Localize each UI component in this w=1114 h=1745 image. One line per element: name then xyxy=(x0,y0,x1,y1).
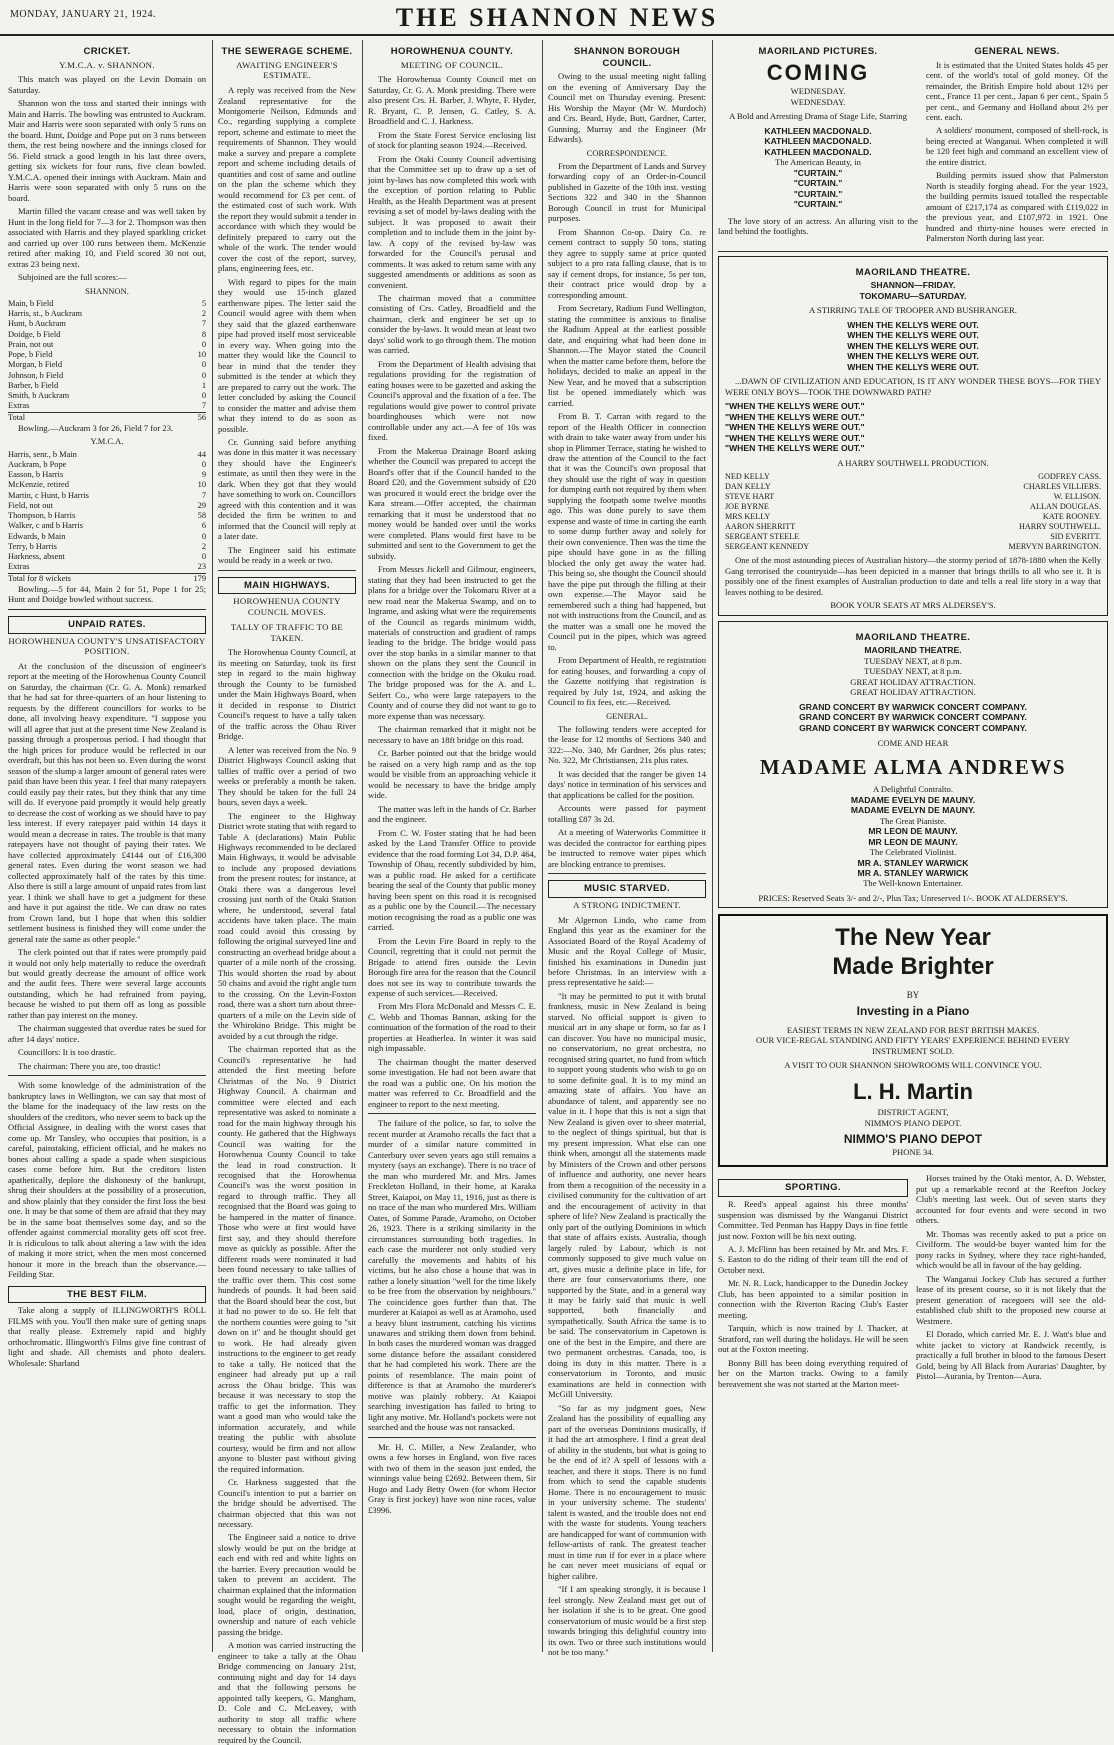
piano-phone: PHONE 34. xyxy=(892,1146,934,1157)
cast-row xyxy=(725,502,1101,512)
row-label: Barber, b Field xyxy=(8,380,59,390)
row-label: Edwards, b Main xyxy=(8,531,66,541)
sporting-heading: SPORTING. xyxy=(718,1179,908,1197)
cast-row xyxy=(725,492,1101,502)
score-row xyxy=(8,532,206,542)
southwell-production: A HARRY SOUTHWELL PRODUCTION. xyxy=(837,457,989,468)
sporting-paragraph: Mr. Thomas was recently asked to put a price on Civilform. The would-be buyer wanted him for the pony racks in Sydney, where they race right-handed, which would be all in favour of the bay gelding. xyxy=(916,1228,1106,1271)
unpaid-rates-paragraph: The chairman suggested that overdue rates be sued for after 14 days' notice. xyxy=(8,1023,206,1044)
ymca-scorecard xyxy=(8,450,206,584)
cricket-paragraph: Martin filled the vacant crease and was well taken by Hunt in the long field for 7—3 for 2. Thompson was then associated with Harris and they played sparkling cricket and carried up over 100 runs between them. McKenzie retired after making 10, and Field scored 30 not out, extras 23 being next. xyxy=(8,206,206,269)
row-value: 5 xyxy=(201,298,206,308)
performer-name: MR LEON DE MAUNY. xyxy=(868,826,958,837)
pictures-heading: MAORILAND PICTURES. xyxy=(758,46,878,57)
curtain-title: "CURTAIN." xyxy=(793,178,843,189)
county-paragraph: The Horowhenua County Council met on Saturday, Cr. G. A. Monk presiding. There were also present Crs. H. Barber, J. Whyte, F. Hyder, R. Bryant, C. P. Jensen, G. Catley, S. A. Broadfield and C. J. Harkness. xyxy=(368,74,536,127)
row-value: 44 xyxy=(197,449,206,459)
ymca-bowling: Bowling.—5 for 44, Main 2 for 51, Pope 1 for 25; Hunt and Doidge bowled without success. xyxy=(8,583,206,605)
curtain-title: "CURTAIN." xyxy=(793,199,843,210)
score-row xyxy=(8,319,206,329)
score-row xyxy=(8,470,206,480)
county-paragraph: From the State Forest Service enclosing list of stock for planting season 1924.—Received. xyxy=(368,129,536,151)
score-row xyxy=(8,381,206,391)
character-name: STEVE HART xyxy=(725,492,775,502)
total-value: 179 xyxy=(179,573,206,584)
music-starved-heading: MUSIC STARVED. xyxy=(548,880,706,898)
score-row xyxy=(8,401,206,412)
highways-subheading: HOROWHENUA COUNTY COUNCIL MOVES. xyxy=(233,596,341,618)
book-seats: BOOK YOUR SEATS AT MRS ALDERSEY'S. xyxy=(830,600,996,611)
score-row xyxy=(8,340,206,350)
borough-council-heading: SHANNON BOROUGH COUNCIL. xyxy=(573,46,681,69)
madame-alma-andrews: MADAME ALMA ANDREWS xyxy=(759,754,1067,779)
column-3 xyxy=(368,40,536,1654)
divider xyxy=(548,873,706,874)
highways-heading: MAIN HIGHWAYS. xyxy=(218,577,356,595)
row-label: Harris, senr., b Main xyxy=(8,449,77,459)
score-row xyxy=(8,511,206,521)
come-and-hear: COME AND HEAR xyxy=(877,738,949,749)
divider xyxy=(8,1075,206,1076)
sporting-paragraph: Bonny Bill has been doing everything required of her on the Marton tracks. Owing to a family bereavement she was not started at the Marton meet- xyxy=(718,1357,908,1389)
newspaper-title: THE SHANNON NEWS xyxy=(395,3,719,32)
divider xyxy=(8,609,206,610)
score-row xyxy=(8,501,206,511)
general-news-paragraph: A soldiers' monument, composed of shell-rock, is being erected at Wanganui. When completed it will be 120 feet high and command an excellent view of the entire district. xyxy=(926,125,1108,167)
row-value: 7 xyxy=(201,401,206,411)
character-name: MRS KELLY xyxy=(725,512,771,522)
love-story-text: The love story of an actress. An alluring visit to the land behind the footlights. xyxy=(718,215,918,237)
cast-row xyxy=(725,532,1101,542)
kellys-title: WHEN THE KELLYS WERE OUT. xyxy=(847,351,979,362)
highways-paragraph: The Engineer said a notice to drive slowly would be put on the bridge at each end with red and white lights on the barrier. Every precaution would be taken to prevent an accident. The chairman explained that the information sought would be regarding the weight, load, place of origin, destination, ownership and nature of each vehicle passing the bridge. xyxy=(218,1532,356,1637)
divider xyxy=(718,251,1108,252)
concert-line: GRAND CONCERT BY WARWICK CONCERT COMPANY. xyxy=(799,701,1027,712)
column-1 xyxy=(8,40,206,1654)
wednesday-line: WEDNESDAY. xyxy=(790,86,846,97)
character-name: SERGEANT KENNEDY xyxy=(725,542,810,552)
music-paragraph: "So far as my judgment goes, New Zealand has the possibility of equalling any part of the overseas Dominions musically, if it had the art atmosphere. I find a great deal of ability in the students, but what is going to be the end of it? A spell of lessons with a teacher, and there it stops. There is no fund from which to send the capable students Home. There is no encouragement to music in your university scheme. The students' talent is wasted, and the trouble does not end with the waste for students. Young teachers are handicapped for want of communion with fellow-artists of rank. The greatest teacher must in time run if for ever in a place where he can never meet musicians of equal or higher calibre. xyxy=(548,1402,706,1581)
county-subheading: MEETING OF COUNCIL. xyxy=(400,59,504,70)
county-paragraph: From the Otaki County Council advertising that the Committee set up to draw up a set of joint by-laws has now completed this work with the exception of portion relating to Public Health, as the Health Department was at present revising a set of model by-laws dealing with the subject. It was proposed to await their completion and to include them in the joint by-law. A copy of the revised by-law was forwarded for the Council's perusal and comments. It was asked to return same with any suggested amendments or additions as soon as convenient. xyxy=(368,153,536,290)
row-label: Pope, b Field xyxy=(8,350,53,360)
sewerage-heading: THE SEWERAGE SCHEME. xyxy=(221,46,353,57)
actor-name: ALLAN DOUGLAS. xyxy=(1030,502,1101,512)
row-label: Extras xyxy=(8,562,30,572)
score-row xyxy=(8,542,206,552)
cricket-paragraph: This match was played on the Levin Domain on Saturday. xyxy=(8,74,206,95)
character-name: JOE BYRNE xyxy=(725,502,769,512)
drama-line: A Bold and Arresting Drama of Stage Life, Starring xyxy=(729,111,907,122)
column-rule xyxy=(542,40,543,1652)
borough-paragraph: From Secretary, Radium Fund Wellington, stating the committee is anxious to finalise the Radium Appeal at the earliest possible date, and enquiring what had been done in Shannon.—The Mayor stated the Council when the matter came before them, before the holidays, decided to make an appeal in the New Year, and he moved that a subscription list be opened immediately which was carried. xyxy=(548,303,706,408)
cricket-paragraph: Shannon won the toss and started their innings with Main and Harris. The bowling was entrusted to Auckram. Mair and Harris were soon separated with only 5 runs on the board. Hunt, Doidge and Pope put on 3 runs between them, the rest being nowhere and the innings closed for 56. Field struck a good length in his last three overs, getting six wickets for four runs, five clean bowled. Y.M.C.A. opened their innings with Auckram. Main and Harris were soon separated with only 5 runs on the board. xyxy=(8,98,206,203)
divider xyxy=(368,1113,536,1114)
shannon-bowling: Bowling.—Auckram 3 for 26, Field 7 for 23. xyxy=(18,422,174,433)
music-paragraph: "If I am speaking strongly, it is because I feel strongly. New Zealand must get out of her isolation if she is to be great. One good conservatorium of music would be a first step towards bringing this delightful country into its own. Two or three such institutions would not be too many." xyxy=(548,1584,706,1657)
kellys-title: WHEN THE KELLYS WERE OUT. xyxy=(847,340,979,351)
highways-paragraph: A letter was received from the No. 9 District Highways Council asking that tallies of traffic over a period of two weeks or preferably a month be taken. They should be taken for the full 24 hours, seven days a week. xyxy=(218,744,356,808)
sporting-paragraph: R. Reed's appeal against his three months' suspension was dismissed by the Wanganui District Committee. Ted Penman has Happy Days in fine fettle just now. Foxton will be his next outing. xyxy=(718,1199,908,1241)
county-paragraph: The chairman moved that a committee consisting of Crs. Catley, Broadfield and the chairman, clerk and engineer be set up to consider the by-laws. It would mean at least two days' solid work to go through them. The motion was carried. xyxy=(368,292,536,356)
general-heading: GENERAL. xyxy=(606,710,648,721)
row-value: 0 xyxy=(201,339,206,349)
star-name: KATHLEEN MACDONALD. xyxy=(764,136,872,147)
actor-name: KATE ROONEY. xyxy=(1042,512,1101,522)
scores-note: Subjoined are the full scores:— xyxy=(18,272,127,283)
piano-title: The New Year xyxy=(835,924,991,952)
column-rule xyxy=(212,40,213,1652)
total-label: Total for 8 wickets xyxy=(8,573,179,584)
row-value: 7 xyxy=(201,319,206,329)
highways-paragraph: The chairman reported that as the Council's representative he had attended the first meeting before Christmas of the No. 9 District Highway Council. A chairman and committee were elected and each representative was asked to nominate a road for the main highway through his county. He gathered that the Highways Council was waiting for the Horowhenua County Council to take the lead in road construction. It recognised that the Horowhenua Council's was the worst position in regard to through traffic. They all recognised that the Board was going to be hampered in the matter of finance. Those who were at first would have first say, and they should therefore move as quickly as possible. After the different roads were nominated it had been found necessary to take tallies of the traffic over them. This cost some hundreds of pounds. It had been said that the Board should bear the cost, but it had no power to do so. He felt that the northern counties were going to "sit down on it" and he thought should get to work. He had already given instructions to the engineer to get ready to take a tally. He noticed that the engineer had already put up a rail across the Ohau bridge. This was because it was necessary to stop the traffic to get the information. They want a good man who would take the information accurately, and while treating the public with absolute courtesy, would be firm and not allow anyone to bluster past without giving the required information. xyxy=(218,1044,356,1474)
actor-name: HARRY SOUTHWELL. xyxy=(1018,522,1101,532)
score-row xyxy=(8,480,206,490)
cricket-heading: CRICKET. xyxy=(83,46,131,57)
piano-terms: EASIEST TERMS IN NEW ZEALAND FOR BEST BRITISH MAKES. xyxy=(786,1024,1040,1035)
piano-title: Made Brighter xyxy=(832,953,994,981)
total-row xyxy=(8,573,206,584)
county-paragraph: From the Makerua Drainage Board asking whether the Council was prepared to accept the Board's offer that if the Council handed to the Board £20, and the Government subsidy of £20 was procured it would erect the bridge over the Kara stream.—Offer accepted, the chairman remarking that it must be understood that no money would be handed over until the works were completed. Plans would first have to be submitted and sent to the Government to get the subsidy. xyxy=(368,445,536,561)
county-paragraph: From the Levin Fire Board in reply to the Council, regretting that it could not permit the Brigade to attend fires outside the Levin Borough fire area for the reason that the Council does not see its way to contribute towards the expense of such services.—Received. xyxy=(368,935,536,998)
total-value: 56 xyxy=(186,412,206,423)
top-row xyxy=(718,40,1108,247)
borough-paragraph: Accounts were passed for payment totalling £87 3s 2d. xyxy=(548,803,706,824)
column-2 xyxy=(218,40,356,1745)
column-rule xyxy=(712,40,713,1652)
row-label: Terry, b Harris xyxy=(8,541,57,551)
police-paragraph: The failure of the police, so far, to solve the recent murder at Aramoho recalls the fact that a murder of a similar nature committed in Canterbury over seven years ago still remains a mystery (says an exchange). There is no trace of the man who murdered Mr. and Mrs. James Freckleton Holland, in their home, at Karaka Street, Kaiapoi, on May 11, 1916, just as there is no trace of the man who murdered Mrs. William Oates, of Somme Parade, Aramoho, on October 26, 1923. There is a striking similarity in the circumstances surrounding both tragedies. In each case the murderer not only studied very carefully the movements and habits of his victims, but he also chose a house that was in rather a lonely situation "well for the time likely to be free from the observation by neighbours." The coincidence goes further than that. The murderer at Kaiapoi as well as at Aramoho, used a heavy blunt instrument, catching his victims unawares and striking them down from behind. In both cases the murdered woman was dragged some distance before the assailant considered that he had completed his work. There are the points of resemblance. The main point of difference is that at Aramoho the murderer's motive was plainly robbery. At Kaiapoi searching investigation has failed to bring to light any motive. Mr. Holland's pockets were not searched and the house was not ransacked. xyxy=(368,1118,536,1433)
character-name: SERGEANT STEELE xyxy=(725,532,800,542)
masthead xyxy=(0,0,1114,36)
ymca-scores-heading: Y.M.C.A. xyxy=(90,436,124,447)
bankruptcy-paragraph: With some knowledge of the administration of the bankruptcy laws in Wellington, we can say that most of the blame for the inadequacy of the law rests on the shoulders of the creditors, who never seem to back up the Official Assignee, in dealing with the worst cases that come up. Mr Tansley, who occupies that position, is a careful, painstaking, efficient official, and he makes no bones about calling a spade a spade when suspicious cases come before him. But the creditors listen apathetically, deplore the dishonesty of the bankrupt, shrug their shoulders at the possibility of a prosecution, and show plainly that they consider the first loss the best one. It may be that some of them are afraid that they may be in the same boat themselves some day, and so the offender against commercial morality gets off scot free. It is ridiculous to talk about altering a law with the idea of making it more strict, when the men most concerned honour it more in the breach than the observance.—Feilding Star. xyxy=(8,1080,206,1280)
theatre-heading: MAORILAND THEATRE. xyxy=(855,631,971,643)
kellys-ad xyxy=(718,256,1108,616)
sporting-section xyxy=(718,1173,1108,1392)
row-label: Field, not out xyxy=(8,500,53,510)
performer-name: MR LEON DE MAUNY. xyxy=(868,836,958,847)
sewerage-paragraph: Cr. Gunning said before anything was done in this matter it was necessary they should have the Engineer's estimate, as until then they were in the dark. When they got that they would have something to work on. Councillors agreed with this contention and it was decided the firm be written to and informed that the Council will reply at a later date. xyxy=(218,437,356,542)
piano-agent: DISTRICT AGENT, NIMMO'S PIANO DEPOT. xyxy=(864,1107,962,1128)
unpaid-rates-paragraph: The chairman: There you are, too drastic! xyxy=(18,1060,161,1071)
unpaid-rates-paragraph: At the conclusion of the discussion of engineer's report at the meeting of the Horowhenua County Council on Saturday, the chairman (Cr. G. A. Monk) remarked that he had sat for three-quarters of an hour listening to requests by the different councillors for works to be done, all involving heavy expenditure. "I suppose you will all agree that just at the present time New Zealand is passing through a prosperous period. I had thought that the high prices for produce would be reflected in our overdraft, but this has not been so. Even during the worst season of the slump a larger amount of general rates were paid than have been this year. I feel that many ratepayers could easily pay their rates, but they think that any time will do. If everyone paid promptly it would help greatly to decrease the cost of working as we should have to pay less interest. If every ratepayer paid within 14 days it would mean a decrease in rates. The trouble is that many ratepayers have not thought of paying their rates. We have collected approximately £4144 out of £16,300 general rates. Even during the worst season we had collected approximately half of the rates by this time. Also there is still a large amount of unpaid rates from last year. I think we shall have to get a judgment for these and have it put against the title. We can draw no rates from Crown land, but I hope that when this soldier settlement business is finished they will come under the general rate the same as other people." xyxy=(8,660,206,944)
concert-line: GRAND CONCERT BY WARWICK CONCERT COMPANY. xyxy=(799,722,1027,733)
sporting-paragraph: Tarquin, which is now trained by J. Thacker, at Stratford, ran well during the holidays. He will be seen out at the Foxton meeting. xyxy=(718,1323,908,1355)
kellys-quoted: "WHEN THE KELLYS WERE OUT." xyxy=(725,443,865,454)
piano-depot: NIMMO'S PIANO DEPOT xyxy=(843,1132,983,1147)
cast-row xyxy=(725,522,1101,532)
character-name: AARON SHERRITT xyxy=(725,522,796,532)
row-label: Martin, c Hunt, b Harris xyxy=(8,490,89,500)
kellys-quoted: "WHEN THE KELLYS WERE OUT." xyxy=(725,432,865,443)
character-name: DAN KELLY xyxy=(725,482,771,492)
unpaid-rates-heading: UNPAID RATES. xyxy=(8,616,206,634)
sporting-paragraph: Horses trained by the Otaki mentor, A. D. Webster, put up a remarkable record at the Reefton Jockey Club's meeting last week. Out of seven starts they accounted for four events and were second in two others. xyxy=(916,1173,1106,1226)
score-row xyxy=(8,309,206,319)
divider xyxy=(368,1437,536,1438)
borough-paragraph: Owing to the usual meeting night falling on the evening of Anniversary Day the Council met on Thursday evening. Present: His Worship the Mayor (Mr W. Murdoch) and Crs. Beard, Hyde, Butt, Gardner, Carter, Gunning, Murray and the Engineer (Mr Edwards). xyxy=(548,71,706,145)
stirring-tale: A STIRRING TALE OF TROOPER AND BUSHRANGER. xyxy=(809,305,1017,316)
best-film-heading: THE BEST FILM. xyxy=(8,1286,206,1304)
unpaid-rates-paragraph: Councillors: It is too drastic. xyxy=(18,1047,117,1058)
score-row xyxy=(8,330,206,340)
sporting-paragraph: A. J. McFlinn has been retained by Mr. and Mrs. F. S. Easton to do the riding of their team till the end of October next. xyxy=(718,1243,908,1275)
theatre-subheading: MAORILAND THEATRE. xyxy=(864,645,962,656)
column-rule xyxy=(362,40,363,1652)
row-label: Johnson, b Field xyxy=(8,370,64,380)
shannon-scorecard xyxy=(8,299,206,423)
maoriland-pictures-ad xyxy=(718,40,918,247)
cast-row xyxy=(725,542,1101,552)
cast-note: One of the most astounding pieces of Australian history—the stormy period of 1878-1880 when the Kelly Gang terrorised the countryside—has been depicted in a manner that brings thrills to all who see it. It is possibly one of the finest examples of Australian production to date and tells a real life story in a way that leaves nothing to be desired. xyxy=(725,555,1101,597)
score-row xyxy=(8,350,206,360)
music-paragraph: Mr Algernon Lindo, who came from England this year as the examiner for the Associated Board of the Royal Academy of Music and the Royal College of Music, finished his examinations in Dunedin just before Christmas. In an interview with a press representative he said:— xyxy=(548,914,706,988)
row-label: Morgan, b Field xyxy=(8,360,63,370)
row-value: 9 xyxy=(201,470,206,480)
borough-paragraph: At a meeting of Waterworks Committee it was decided the contractor for earthing pipes be instructed to remove water pipes which are blocking entrance to premises. xyxy=(548,827,706,869)
score-row xyxy=(8,552,206,562)
cricket-subheading: Y.M.C.A. v. SHANNON. xyxy=(59,59,155,70)
row-label: Main, b Field xyxy=(8,298,54,308)
row-value: 0 xyxy=(201,360,206,370)
county-paragraph: From the Department of Health advising that regulations providing for the registration of eating houses were to be gazetted and asking the Council's approval and the fixation of a fee. The regulations would give power to control private boardinghouses which were not now controllable under any act.—A fee of 10s was fixed. xyxy=(368,358,536,443)
kellys-quoted: "WHEN THE KELLYS WERE OUT." xyxy=(725,422,865,433)
kellys-quoted: "WHEN THE KELLYS WERE OUT." xyxy=(725,411,865,422)
score-row xyxy=(8,299,206,309)
tuesday-line: TUESDAY NEXT, at 8 p.m. xyxy=(864,666,962,677)
row-label: Prain, not out xyxy=(8,339,54,349)
curtain-title: "CURTAIN." xyxy=(793,167,843,178)
borough-paragraph: It was decided that the ranger be given 14 days' notice in termination of his services and that applications be called for the position. xyxy=(548,768,706,800)
piano-investing: Investing in a Piano xyxy=(856,1004,970,1018)
score-row xyxy=(8,521,206,531)
row-value: 2 xyxy=(201,541,206,551)
county-paragraph: The matter was left in the hands of Cr. Barber and the engineer. xyxy=(368,803,536,825)
sewerage-subheading: AWAITING ENGINEER'S ESTIMATE. xyxy=(236,59,338,81)
piano-visit: A VISIT TO OUR SHANNON SHOWROOMS WILL CONVINCE YOU. xyxy=(784,1060,1042,1071)
row-label: McKenzie, retired xyxy=(8,480,69,490)
unpaid-rates-paragraph: The clerk pointed out that if rates were promptly paid it would not only help materially to reduce the overdraft but would greatly decrease the amount of office work and the audit fees. There were several large accounts outstanding, which he had refrained from paying, because he wished to put them off as long as possible rather than pay interest on the money. xyxy=(8,947,206,1020)
performer-role: The Great Pianiste. xyxy=(879,815,947,826)
county-heading: HOROWHENUA COUNTY. xyxy=(390,46,514,57)
music-starved-subheading: A STRONG INDICTMENT. xyxy=(573,899,681,910)
sewerage-paragraph: With regard to pipes for the main they would use 15-inch glazed earthenware pipes. The letter said the Council would agree with them when they said that the glazed earthenware pipe had proved itself most serviceable in every way. When going into the matter they would like the Council to bear in mind that the tender they submitted is the tender at which they are prepared to carry out the work. The letter concluded by asking the Council to consider the matter and advise them what they intend to do as soon as possible. xyxy=(218,276,356,434)
row-value: 58 xyxy=(197,511,206,521)
cast-row xyxy=(725,512,1101,522)
concert-ad xyxy=(718,621,1108,909)
highways-paragraph: The Horowhenua County Council, at its meeting on Saturday, took its first step in regard to the main highway through the County to be furnished under the Main Highways Board, when it decided in response to District Council's request to have a tally taken of the traffic across the Ohau River Bridge. xyxy=(218,647,356,742)
borough-paragraph: From B. T. Carran with regard to the report of the Health Officer in connection with drain to take water away from under his shop in Plimmer Terrace, stating he wished to draw the attention of the Council to the fact that it was the Council's own proposal that they should use the right of way in question for dumping earth not required by them when supplying the footpath some twelve months ago. This was done purely to save them expense and waste of time in carting the earth to some dump further away and solely for their own convenience. Then was the time the pipe should have gone in as the filling blocked the only get away the water had. This being so, she thought the Council should have the pipe put through the filling at their own expense.—The Mayor said he remembered such a thing had happened, but not with instructions from the Council, and as the matter was a small one he moved the Council put in the pipes, which was agreed to. xyxy=(548,411,706,652)
row-value: 23 xyxy=(197,562,206,572)
row-value: 1 xyxy=(201,380,206,390)
total-row xyxy=(8,412,206,423)
curtain-title: "CURTAIN." xyxy=(793,188,843,199)
row-value: 10 xyxy=(197,350,206,360)
score-row xyxy=(8,391,206,401)
score-row xyxy=(8,360,206,370)
star-name: KATHLEEN MACDONALD. xyxy=(764,125,872,136)
coming-banner: COMING xyxy=(766,59,870,85)
county-paragraph: From C. W. Foster stating that he had been asked by the Land Transfer Office to provide evidence that the road forming Lot 34, D.P. 464, Township of Ohau, recently subdivided by him, was a public road. He asked for a certificate bearing the seal of the County that public money having been spent on this road it is recognised as a public one by the Council.—The necessary motion recognising the road as a public one was carried. xyxy=(368,827,536,933)
best-film-paragraph: Take along a supply of ILLINGWORTH'S ROLL FILMS with you. You'll then make sure of getting snaps that really please. Extremely rapid and highly orthochromatic. Illingworth's Films give fine contrast of light and shade. All chemists and photo dealers. Wholesale: Sharland xyxy=(8,1305,206,1368)
music-paragraph: "It may be permitted to put it with brutal frankness, music in New Zealand is being starved. No official support is given to musical art in any shape or form, so far as I can discover. You have no municipal music, no conservatorium, no great orchestra, no recognised string quartet, no fund from which to support young students who wish to go on to some definite goal. It is to my mind an amazing state of affairs. You have an abundance of talent, and apparently see no value in it. I hope that this is not a sign that New Zealand is given over to sheer material, to the neglect of things spiritual, but that is my present impression. What else can one think when, amongst all the statements made by Ministers of the Crown and other persons of influence and authority, one never hears from them a recognition of the necessity in a civilised community for the cultivation of art and the encouragement of activity in that sphere of life? New Zealand is practically the only part of the outlying Dominions in which that state of affairs exists. Australia, though largely ruled by Labour, which is not commonly supposed to give much value on art, gives music a definite place in life, for there are four conservatoriums there, one supported by the State, and in a general way it may be fairly said that music is well supported, both financially and sympathetically. South Africa the same is to be said. The conservatorium in Capetown is one of the best in the Empire, and there are two permanent orchestras. Canada, too, is doing its duty in this matter. There is a conservatorium in Toronto, and music examinations are held in connection with McGill University. xyxy=(548,990,706,1400)
row-value: 8 xyxy=(201,329,206,339)
county-paragraph: From Mrs Flora McDonald and Messrs C. E. C. Webb and Thomas Bannan, asking for the continuation of the formation of the road to their properties at Heatherlea. In winter it was said nigh impassable. xyxy=(368,1001,536,1054)
performer-name: MR A. STANLEY WARWICK xyxy=(857,857,969,868)
total-label: Total xyxy=(8,412,186,423)
piano-by: BY xyxy=(906,990,920,1001)
county-paragraph: The chairman thought the matter deserved some investigation. He had not been aware that the road was a public one. On his motion the matter was referred to Cr. Broadfield and the engineer to report to the next meeting. xyxy=(368,1056,536,1109)
correspondence-heading: CORRESPONDENCE. xyxy=(586,147,668,158)
row-label: Auckram, b Pope xyxy=(8,459,67,469)
borough-paragraph: The following tenders were accepted for the lease for 12 months of Sections 340 and 322:—No. 340, Mr Gardner, 26s plus rates; No. 322, Mr Christiansen, 21s plus rates. xyxy=(548,723,706,766)
column-5 xyxy=(718,40,1108,1654)
row-label: Harkness, absent xyxy=(8,552,65,562)
actor-name: SID EVERITT. xyxy=(1050,532,1101,542)
contralto-line: A Delightful Contralto. xyxy=(873,784,953,795)
row-value: 0 xyxy=(201,552,206,562)
highways-paragraph: Cr. Harkness suggested that the Council's intention to put a barrier on the bridge should be advertised. The chairman objected that this was not necessary. xyxy=(218,1477,356,1529)
kellys-quoted: "WHEN THE KELLYS WERE OUT." xyxy=(725,401,865,412)
row-value: 29 xyxy=(197,500,206,510)
score-row xyxy=(8,491,206,501)
general-news-paragraph: It is estimated that the United States holds 45 per cent. of the world's total of gold money. Of the remainder, the British Empire hold about 12½ per cent., France 11 per cent., Japan 6 per cent., Spain 5 per cent., and Germany and Holland about 2½ per cent. each. xyxy=(926,59,1108,122)
kellys-title: WHEN THE KELLYS WERE OUT. xyxy=(847,319,979,330)
actor-name: GODFREY CASS. xyxy=(1038,472,1101,482)
divider xyxy=(218,570,356,571)
cast-row xyxy=(725,472,1101,482)
sporting-paragraph: El Dorado, which carried Mr. E. J. Watt's blue and white jacket to victory at Randwick recently, is practically a full brother in blood to the famous Desert Gold, being by All Black from Aurarias' Daughter, by Pistol—Aurania, by Trenton—Aura. xyxy=(916,1329,1106,1382)
performer-name: MADAME EVELYN DE MAUNY. xyxy=(850,794,976,805)
general-news xyxy=(926,40,1108,247)
sporting-right xyxy=(916,1173,1106,1392)
kellys-title: WHEN THE KELLYS WERE OUT. xyxy=(847,361,979,372)
actor-name: W. ELLISON. xyxy=(1053,492,1101,502)
row-label: Doidge, b Field xyxy=(8,329,61,339)
sporting-left xyxy=(718,1173,908,1392)
county-paragraph: Cr. Barber pointed out that the bridge would be raised on a very high ramp and as the top would be visible from an approaching vehicle it would be necessary to have the bridge amply wide. xyxy=(368,748,536,801)
performer-role: The Celebrated Violinist. xyxy=(869,847,957,858)
row-value: 0 xyxy=(201,391,206,401)
row-value: 0 xyxy=(201,531,206,541)
actor-name: MERVYN BARRINGTON. xyxy=(1008,542,1101,552)
highways-paragraph: The engineer to the Highway District wrote stating that with regard to Table A (declarations) Main Public Highways recommended to be declared Main Highways, it would be advisable to include any proposed deviations from the present routes; for instance, at Otaki there was a dangerous level crossing just north of the Otaki Station where, he understood, several fatal accidents have taken place. The main road could avoid this crossing by following the original surveyed line and constructing an overhead bridge about a quarter of a mile north of the crossing. This would shorten the road by about 50 chains and avoid the right angle turn to the crossing. On the Levin-Foxton road, there was a short turn about three-quarters of a mile on the Levin side of the Whirokino Bridge. This might be avoided by a cut through the ridge. xyxy=(218,810,356,1041)
issue-date: MONDAY, JANUARY 21, 1924. xyxy=(10,9,157,20)
borough-paragraph: From Shannon Co-op. Dairy Co. re cement contract to supply 50 tons, stating they agree to supply same at price quoted subject to a pro rata falling clause, that is to say if cement drops, for instance, 5s per ton, their contract price would drop by a corresponding amount. xyxy=(548,226,706,300)
sewerage-paragraph: The Engineer said his estimate would be ready in a week or two. xyxy=(218,544,356,566)
performer-name: MR A. STANLEY WARWICK xyxy=(857,867,969,878)
holiday-line: GREAT HOLIDAY ATTRACTION. xyxy=(850,687,976,698)
tuesday-line: TUESDAY NEXT, at 8 p.m. xyxy=(864,655,962,666)
county-paragraph: The chairman remarked that it might not be necessary to have an 18ft bridge on this road. xyxy=(368,724,536,745)
performer-role: The Well-known Entertainer. xyxy=(863,878,963,889)
cast-row xyxy=(725,482,1101,492)
wednesday-line: WEDNESDAY. xyxy=(790,96,846,107)
score-row xyxy=(8,450,206,460)
score-row xyxy=(8,460,206,470)
theatre-heading: MAORILAND THEATRE. xyxy=(855,266,971,278)
borough-paragraph: From Department of Health, re registration for eating houses, and forwarding a copy of the Gazette notifying that registration is required by July 1st, 1924, and asking the Council to fix fees, etc.—Received. xyxy=(548,655,706,708)
row-value: 6 xyxy=(201,521,206,531)
star-name: KATHLEEN MACDONALD. xyxy=(764,146,872,157)
row-label: Extras xyxy=(8,401,30,411)
concert-line: GRAND CONCERT BY WARWICK CONCERT COMPANY. xyxy=(799,712,1027,723)
score-row xyxy=(8,562,206,573)
star-description: The American Beauty, in xyxy=(775,157,861,168)
sporting-paragraph: Mr. N. R. Luck, handicapper to the Dunedin Jockey Club, has been appointed to a similar position in connection with the Riverton Racing Club's Easter meeting. xyxy=(718,1278,908,1320)
score-row xyxy=(8,371,206,381)
row-value: 0 xyxy=(201,370,206,380)
row-value: 7 xyxy=(201,490,206,500)
general-news-heading: GENERAL NEWS. xyxy=(974,46,1060,57)
highways-subheading-2: TALLY OF TRAFFIC TO BE TAKEN. xyxy=(230,621,344,643)
row-label: Smith, b Auckram xyxy=(8,391,70,401)
shannon-scores-heading: SHANNON. xyxy=(85,285,129,296)
row-label: Thompson, b Harris xyxy=(8,511,76,521)
performer-name: MADAME EVELYN DE MAUNY. xyxy=(850,805,976,816)
row-label: Harris, st., b Auckram xyxy=(8,309,82,319)
piano-experience: OUR VICE-REGAL STANDING AND FIFTY YEARS' EXPERIENCE BEHIND EVERY INSTRUMENT SOLD. xyxy=(756,1035,1070,1056)
piano-martin: L. H. Martin xyxy=(853,1078,973,1104)
highways-paragraph: A motion was carried instructing the engineer to take a tally at the Ohau Bridge commencing on January 21st, continuing night and day for 14 days and that the following persons be appointed tally keepers, G. Mangham, D. Cole and C. McLeavey, with authority to stop all traffic where necessary to obtain the information required by the Council. xyxy=(218,1640,356,1745)
theatre-dates: SHANNON—FRIDAY. TOKOMARU—SATURDAY. xyxy=(859,280,967,301)
row-label: Walker, c and b Harris xyxy=(8,521,84,531)
character-name: NED KELLY xyxy=(725,472,770,482)
actor-name: CHARLES VILLIERS. xyxy=(1023,482,1101,492)
row-label: Hunt, b Auckram xyxy=(8,319,66,329)
piano-ad xyxy=(718,914,1108,1167)
general-news-paragraph: Building permits issued show that Palmerston North is steadily forging ahead. For the year 1923, the building permits issued totalled the respectable amount of £217,174 as compared with £119,022 in the previous year, and £107,972 in 1921. One hundred and thirty-nine houses were erected in Palmerston North during last year. xyxy=(926,170,1108,244)
kellys-title: WHEN THE KELLYS WERE OUT. xyxy=(847,330,979,341)
holiday-line: GREAT HOLIDAY ATTRACTION. xyxy=(850,676,976,687)
miller-paragraph: Mr. H. C. Miller, a New Zealander, who owns a few horses in England, won five races with two of them in the season just ended, the winnings value being £2692. Between them, Sir Hugo and Lady Betty Owen (for whom Hector Gray is first jockey) have won nine races, value £3996. xyxy=(368,1441,536,1515)
dawn-text: ...DAWN OF CIVILIZATION AND EDUCATION, IS IT ANY WONDER THESE BOYS—FOR THEY WERE ONLY BOYS—TOOK THE DOWNWARD PATH? xyxy=(725,376,1101,397)
row-value: 10 xyxy=(197,480,206,490)
borough-paragraph: From the Department of Lands and Survey forwarding copy of an Order-in-Council published in Gazette of the 10th inst. vesting Sections 322 and 340 in the Shannon Borough Council in trust for Municipal purposes. xyxy=(548,160,706,224)
row-value: 0 xyxy=(201,459,206,469)
row-label: Easson, b Harris xyxy=(8,470,64,480)
sporting-paragraph: The Wanganui Jockey Club has secured a further lease of its present course, so it is not likely that the present generation of racegoers will see the old-established club shift to the proposed new course at Westmere. xyxy=(916,1273,1106,1326)
prices-line: PRICES: Reserved Seats 3/- and 2/-, Plus Tax; Unreserved 1/-. BOOK AT ALDERSEY'S. xyxy=(758,892,1068,903)
unpaid-rates-subheading: HOROWHENUA COUNTY'S UNSATISFACTORY POSITION. xyxy=(8,635,206,657)
county-paragraph: From Messrs Jickell and Gilmour, engineers, stating that they had been instructed to get the plans for a bridge over the Tokomaru River at a new road near the Makerua Swamp, and on to Ingrame, and asking what were the requirements of the Council as regards minimum width, materials of construction and gradient of ramps leading to the bridge. The bridge would pass over the stop banks in a similar manner to that shown on the plans they sent the Council in connection with the bridge on the Okuku road. The bridge proposed was for the A. and L. Seifert Co., who were large ratepayers to the County and of course they did not want to go to more expense than was necessary. xyxy=(368,564,536,721)
row-value: 2 xyxy=(201,309,206,319)
cast-list xyxy=(725,472,1101,552)
column-4 xyxy=(548,40,706,1657)
sewerage-paragraph: A reply was received from the New Zealand representative for the Montgomerie Neilson, Edmunds and Co., regarding supplying a complete report, scheme and estimate to meet the requirements of Shannon. They would make a survey and prepare a complete report and scheme including details of quantities and cost of same and outline on the plan the scheme which they would recommend for £3 per cent. of the estimated cost of such work. With the report they would submit a tender in accordance with which they would be definitely prepared to carry out the whole of the work. The tender would cover the cost of the report, survey, plans, engineering fees, etc. xyxy=(218,85,356,274)
